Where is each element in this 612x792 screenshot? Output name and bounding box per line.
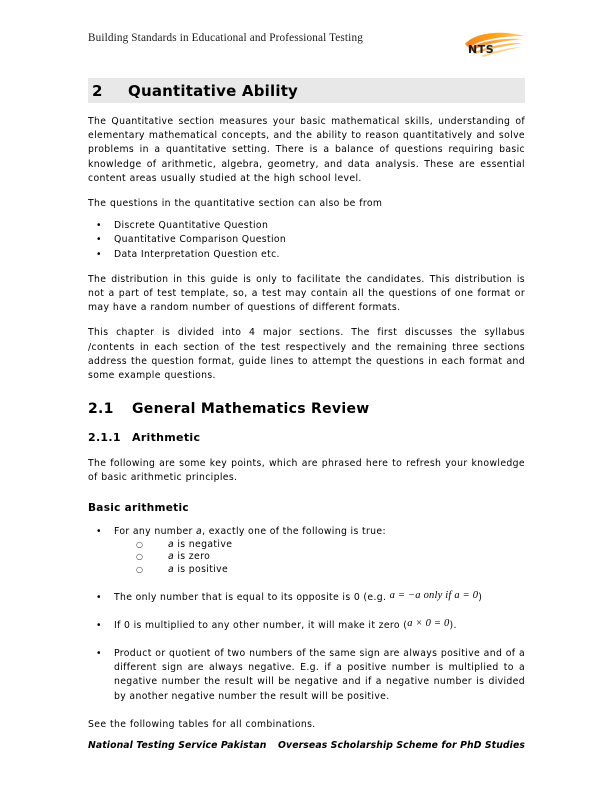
chapter-number: 2 xyxy=(92,81,103,100)
sub-list-item xyxy=(114,551,525,564)
header-title: Building Standards in Educational and Professional Testing xyxy=(88,32,363,44)
basic-arithmetic-heading: Basic arithmetic xyxy=(88,501,189,514)
logo-text: NTS xyxy=(468,43,495,56)
chapter-title: Quantitative Ability xyxy=(128,81,299,100)
section-number: 2.1 xyxy=(88,401,114,418)
list-item-text-before: If 0 is multiplied to any other number, it will make it zero ( xyxy=(114,619,408,631)
sub-bullet-icon: ○ xyxy=(136,539,144,549)
bullet-icon: • xyxy=(96,525,102,537)
list-item-opposite-rule xyxy=(88,591,525,605)
list-item-text-before: The only number that is equal to its opposite is 0 (e.g. xyxy=(114,591,390,603)
sub-bullet-icon: ○ xyxy=(136,565,144,575)
variable-a: a xyxy=(196,525,203,537)
page-header xyxy=(88,30,525,64)
intro-paragraph-3: The distribution in this guide is only to facilitate the candidates. This distribution is not a part of test template, so, a test may contain all the questions of one format or may have a random number of questions of different formats. xyxy=(88,273,525,314)
list-item-label: Quantitative Comparison Question xyxy=(114,234,287,246)
nts-logo xyxy=(463,30,525,60)
page-footer xyxy=(88,740,525,754)
closing-paragraph: See the following tables for all combinations. xyxy=(88,718,316,730)
question-types-list xyxy=(88,219,525,262)
sub-list-item xyxy=(114,564,525,577)
chapter-heading xyxy=(88,78,525,103)
document-content xyxy=(88,78,525,743)
list-item-sign-rule xyxy=(88,647,525,704)
subsection-heading-2-1-1 xyxy=(88,431,525,444)
section-title: General Mathematics Review xyxy=(132,401,370,418)
bullet-icon: • xyxy=(96,619,102,631)
bullet-icon: • xyxy=(96,248,102,260)
equation-zero-product: a × 0 = 0 xyxy=(407,617,450,629)
intro-paragraph-1: The Quantitative section measures your basic mathematical skills, understanding of elementary mathematical concepts, and the ability to reason quantitatively and solve problems in a quantitative setting. There is a balance of questions requiring basic knowledge of arithmetic, algebra, geometry, and data analysis. These are essential content areas usually studied at the high school level. xyxy=(88,116,525,184)
variable-a: a xyxy=(168,551,175,563)
list-item xyxy=(88,233,525,247)
intro-paragraph-4: This chapter is divided into 4 major sections. The first discusses the syllabus /contents in each section of the test respectively and the remaining three sections address the question format, guide lines to attempt the questions in each format and some example questions. xyxy=(88,327,525,382)
sign-cases-sublist xyxy=(114,539,525,577)
list-item-label: Data Interpretation Question etc. xyxy=(114,248,280,260)
sub-list-item-label: is positive xyxy=(174,564,229,576)
list-item-label: Product or quotient of two numbers of the same sign are always positive and of a different sign are always negative. E.g. if a positive number is multiplied to a negative number the result will be negative and if a negative number is divided by another negative number the result will be positive. xyxy=(114,648,525,702)
equation-opposite: a = −a only if a = 0 xyxy=(389,589,479,601)
bullet-icon: • xyxy=(96,220,102,232)
footer-right-text: Overseas Scholarship Scheme for PhD Studies xyxy=(278,740,525,751)
subsection-title: Arithmetic xyxy=(132,431,201,445)
sub-list-item-label: is negative xyxy=(174,538,233,550)
footer-left-text: National Testing Service Pakistan xyxy=(88,740,267,751)
list-item-label: Discrete Quantitative Question xyxy=(114,220,269,232)
variable-a: a xyxy=(168,564,175,576)
list-item-text-before: For any number xyxy=(114,525,197,537)
sub-bullet-icon: ○ xyxy=(136,552,144,562)
bullet-icon: • xyxy=(96,591,102,603)
subsection-number: 2.1.1 xyxy=(88,431,121,445)
list-item-text-after: ) xyxy=(478,591,483,603)
sub-list-item xyxy=(114,539,525,552)
list-item-text-after: , exactly one of the following is true: xyxy=(202,525,386,537)
intro-paragraph-2: The questions in the quantitative section can also be from xyxy=(88,198,383,210)
list-item xyxy=(88,219,525,233)
list-item-text-after: ). xyxy=(449,619,457,631)
basic-arithmetic-list xyxy=(88,525,525,704)
variable-a: a xyxy=(168,538,175,550)
bullet-icon: • xyxy=(96,234,102,246)
list-item-zero-rule xyxy=(88,619,525,633)
arithmetic-intro-paragraph: The following are some key points, which are phrased here to refresh your knowledge of basic arithmetic principles. xyxy=(88,458,525,484)
section-heading-2-1 xyxy=(88,401,525,417)
list-item-sign-cases xyxy=(88,525,525,577)
bullet-icon: • xyxy=(96,648,102,660)
sub-list-item-label: is zero xyxy=(174,551,211,563)
list-item xyxy=(88,248,525,262)
